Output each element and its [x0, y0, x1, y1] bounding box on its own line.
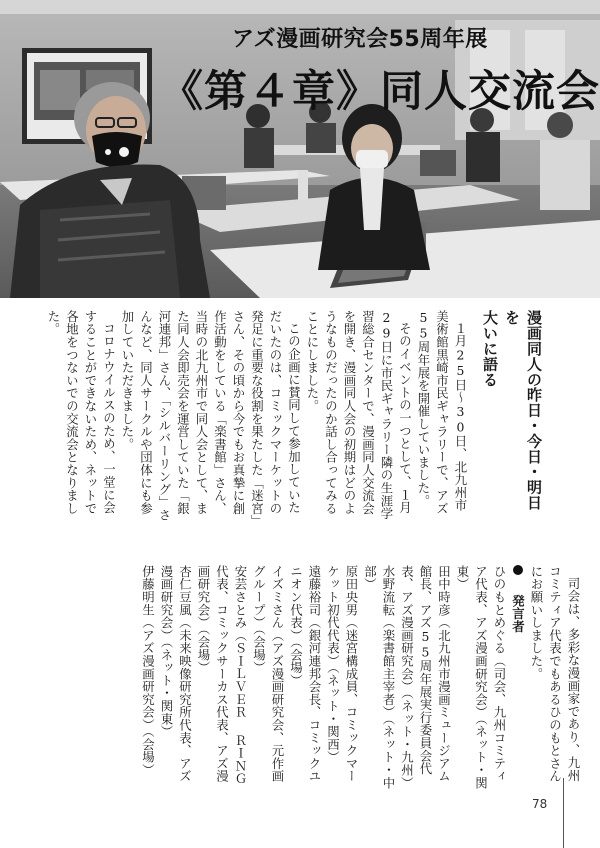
article-paragraph: そのイベントの一つとして、１月29日に市民ギャラリー隣の生涯学習総合センターで、漫画同人交流会を開き、漫画同人会の初期はどのようなものだったのか話し合ってみることにしました。 [305, 310, 413, 520]
host-intro: 司会は、多彩な漫画家であり、九州コミティア代表でもあるひのもとさんにお願いしました。 [529, 565, 581, 783]
bullet-icon [513, 565, 523, 575]
lead-line-2: 大いに語る [481, 310, 499, 387]
participant-entry: ひのもとめぐる（司会、九州コミティア代表、アズ漫画研究会）（ネット・関東） [455, 565, 507, 790]
participant-entry: 原田央男（迷宮構成員、コミックマーケット初代代表）（ネット・関西） [325, 565, 359, 783]
lead-line-1: 漫画同人の昨日・今日・明日を [503, 310, 543, 511]
event-photo [0, 0, 600, 298]
article-body [46, 310, 545, 522]
chapter-title: 《第４章》同人交流会 [160, 67, 600, 117]
page-divider [563, 778, 564, 848]
lead-heading [479, 310, 545, 522]
participant-entry: 安芸さとみ（ＳＩＬＶＥＲ ＲＩＮＧ代表、コミックサーカス代表、アズ漫画研究会）（会場） [196, 565, 248, 786]
exhibition-subtitle: アズ漫画研究会55周年展 [232, 27, 488, 52]
article-paragraph: この企画に賛同して参加していただいたのは、コミックマーケットの発足に重要な役割を果たした「迷宮」さん、その頃から今でもお真摯に創作活動をしている「楽書館」さん、当時の北九州市で同人会として、また同人会即売会を運営していた「銀河連邦」さん、「シルバーリング」さんなど、同人サークルや団体にも参加していただきました。 [120, 310, 302, 522]
participant-entry: 杏仁豆風（未来映像研究所代表、アズ漫画研究会）（ネット・関東） [159, 565, 193, 783]
participant-entry: 遠藤裕司（銀河連邦会長、コミックユニオン代表）（会場） [288, 565, 322, 783]
participant-entry: 田中時彦（北九州市漫画ミュージアム館長、アズ55周年展実行委員会代表、アズ漫画研究会）（ネット・九州） [399, 565, 452, 790]
participant-entry: 伊藤明生（アズ漫画研究会）（会場） [140, 565, 156, 777]
speakers-heading [508, 565, 527, 790]
speakers-heading-label: 発言者 [510, 594, 526, 633]
participant-section [140, 565, 582, 790]
article-paragraph: コロナウイルスのため、一堂に会することができないため、ネットで各地をつないでの交流会となりました。 [46, 310, 117, 515]
participant-entry: 水野流転（楽書館主宰者）（ネット・中部） [362, 565, 396, 790]
page-number: 78 [532, 797, 548, 811]
participant-entry: イズミさん（アズ漫画研究会、元作画グループ）（会場） [251, 565, 285, 783]
article-paragraph: １月25日〜30日、北九州市美術館黒崎市民ギャラリーで、アズ55周年展を開催していました。 [416, 310, 468, 515]
